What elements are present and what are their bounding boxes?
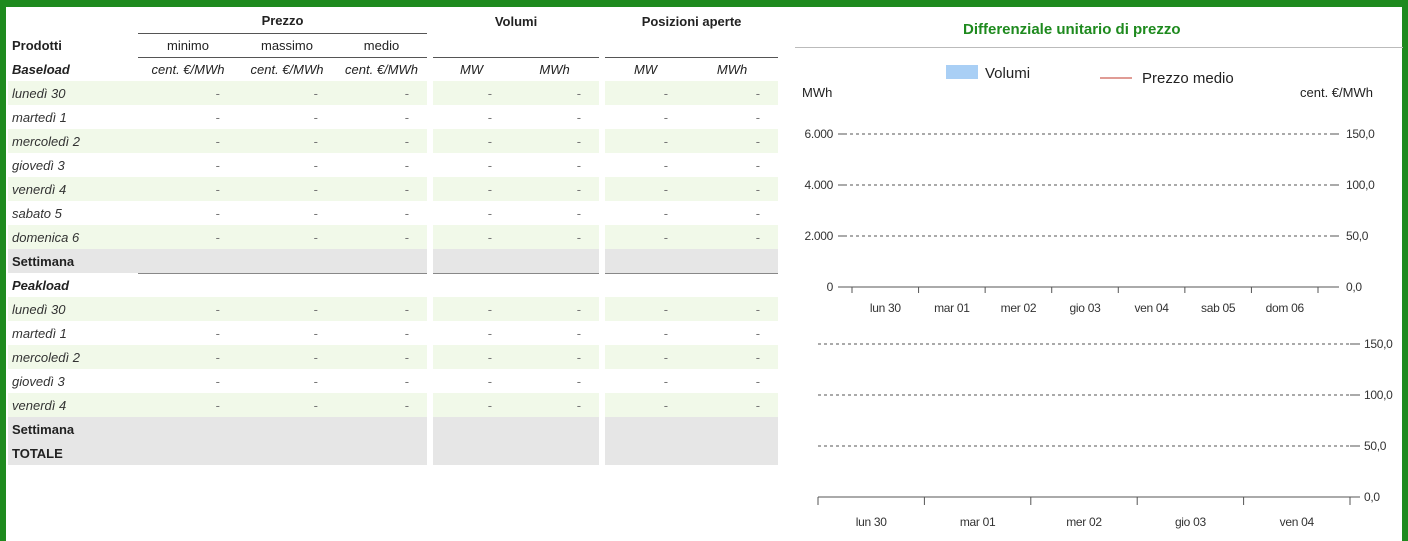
value-cell: - (430, 129, 510, 153)
right-tick-label: 50,0 (1346, 229, 1369, 243)
left-tick-label: 4.000 (804, 178, 833, 192)
value-cell: - (138, 225, 238, 249)
unit-max: cent. €/MWh (238, 57, 336, 81)
day-label: giovedì 3 (12, 373, 65, 389)
peakload-week-row-label: Settimana (8, 417, 138, 441)
value-cell: - (510, 225, 602, 249)
left-tick-label: 6.000 (804, 127, 833, 141)
value-cell: - (430, 81, 510, 105)
value-cell: - (238, 297, 336, 321)
chart-peakload (818, 337, 1393, 529)
value-cell: - (215, 325, 220, 341)
value-cell: - (510, 297, 602, 321)
value-cell: - (336, 297, 430, 321)
unit-pos-mwh: MWh (686, 57, 778, 81)
day-label: martedì 1 (12, 109, 67, 125)
right-tick-label: 50,0 (1364, 439, 1387, 453)
unit-vol-mwh: MWh (510, 57, 602, 81)
unit-avg: cent. €/MWh (336, 57, 430, 81)
value-cell: - (755, 109, 761, 125)
chart-title: Differenziale unitario di prezzo (963, 21, 1181, 38)
x-tick-label: gio 03 (1069, 301, 1101, 315)
value-cell: - (430, 105, 510, 129)
value-cell: - (238, 129, 336, 153)
day-label: domenica 6 (8, 225, 138, 249)
value-cell: - (686, 297, 778, 321)
left-tick-label: 2.000 (804, 229, 833, 243)
legend-volumes-label: Volumi (985, 65, 1031, 82)
value-cell: - (430, 393, 510, 417)
value-cell: - (510, 129, 602, 153)
positions-header: Posizioni aperte (602, 9, 778, 33)
value-cell: - (602, 177, 686, 201)
value-cell: - (602, 321, 686, 345)
value-cell: - (238, 345, 336, 369)
value-cell: - (755, 373, 761, 389)
right-tick-label: 150,0 (1364, 337, 1393, 351)
value-cell: - (215, 157, 220, 173)
value-cell: - (430, 297, 510, 321)
value-cell: - (430, 225, 510, 249)
value-cell: - (138, 393, 238, 417)
day-label: sabato 5 (12, 205, 62, 221)
day-label: mercoledì 2 (8, 129, 138, 153)
value-cell: - (510, 81, 602, 105)
value-cell: - (336, 225, 430, 249)
value-cell: - (430, 177, 510, 201)
value-cell: - (686, 393, 778, 417)
products-header: Prodotti (12, 37, 62, 53)
x-tick-label: lun 30 (855, 515, 887, 529)
value-cell: - (602, 393, 686, 417)
day-label: lunedì 30 (8, 81, 138, 105)
x-tick-label: ven 04 (1279, 515, 1314, 529)
value-cell: - (313, 325, 318, 341)
x-tick-label: dom 06 (1265, 301, 1304, 315)
x-tick-label: mer 02 (1066, 515, 1102, 529)
volumes-header: Volumi (430, 9, 602, 33)
x-tick-label: mar 01 (934, 301, 970, 315)
value-cell: - (238, 81, 336, 105)
value-cell: - (602, 297, 686, 321)
value-cell: - (215, 109, 220, 125)
value-cell: - (138, 129, 238, 153)
x-tick-label: mar 01 (959, 515, 996, 529)
x-tick-label: ven 04 (1134, 301, 1169, 315)
value-cell: - (336, 81, 430, 105)
value-cell: - (510, 393, 602, 417)
x-tick-label: lun 30 (869, 301, 901, 315)
value-cell: - (313, 373, 318, 389)
value-cell: - (404, 373, 410, 389)
value-cell: - (138, 177, 238, 201)
value-cell: - (138, 81, 238, 105)
value-cell: - (510, 345, 602, 369)
day-label: mercoledì 2 (8, 345, 138, 369)
value-cell: - (404, 109, 410, 125)
value-cell: - (686, 81, 778, 105)
value-cell: - (602, 201, 686, 225)
value-cell: - (336, 177, 430, 201)
baseload-week-row-label: Settimana (8, 249, 138, 273)
value-cell: - (404, 205, 410, 221)
avg-header: medio (336, 33, 430, 57)
value-cell: - (215, 373, 220, 389)
value-cell: - (313, 157, 318, 173)
day-label: venerdì 4 (8, 177, 138, 201)
value-cell: - (215, 205, 220, 221)
min-header: minimo (138, 33, 238, 57)
value-cell: - (602, 369, 686, 393)
unit-min: cent. €/MWh (138, 57, 238, 81)
value-cell: - (336, 393, 430, 417)
value-cell: - (755, 325, 761, 341)
peakload-label: Peakload (12, 277, 70, 293)
baseload-label: Baseload (12, 61, 70, 77)
value-cell: - (602, 345, 686, 369)
right-tick-label: 0,0 (1346, 280, 1362, 294)
value-cell: - (576, 205, 582, 221)
unit-pos-mw: MW (602, 57, 686, 81)
value-cell: - (313, 205, 318, 221)
value-cell: - (686, 129, 778, 153)
x-tick-label: mer 02 (1000, 301, 1037, 315)
value-cell: - (430, 369, 510, 393)
day-label: venerdì 4 (8, 393, 138, 417)
right-tick-label: 150,0 (1346, 127, 1375, 141)
day-label: giovedì 3 (12, 157, 65, 173)
value-cell: - (755, 157, 761, 173)
value-cell: - (602, 81, 686, 105)
x-tick-label: sab 05 (1201, 301, 1236, 315)
value-cell: - (576, 325, 582, 341)
value-cell: - (686, 225, 778, 249)
value-cell: - (576, 157, 582, 173)
value-cell: - (138, 345, 238, 369)
right-tick-label: 0,0 (1364, 490, 1380, 504)
chart-volumes-price (802, 65, 1375, 315)
value-cell: - (138, 297, 238, 321)
value-cell: - (404, 325, 410, 341)
value-cell: - (430, 153, 510, 177)
value-cell: - (430, 321, 510, 345)
day-label: martedì 1 (12, 325, 67, 341)
right-axis-label: cent. €/MWh (1300, 85, 1373, 100)
value-cell: - (238, 177, 336, 201)
value-cell: - (602, 153, 686, 177)
value-cell: - (238, 225, 336, 249)
left-axis-label: MWh (802, 85, 833, 100)
value-cell: - (602, 225, 686, 249)
value-cell: - (336, 129, 430, 153)
unit-vol-mw: MW (430, 57, 510, 81)
right-tick-label: 100,0 (1364, 388, 1393, 402)
max-header: massimo (238, 33, 336, 57)
value-cell: - (686, 177, 778, 201)
price-header: Prezzo (261, 13, 304, 29)
value-cell: - (430, 345, 510, 369)
value-cell: - (238, 393, 336, 417)
right-tick-label: 100,0 (1346, 178, 1375, 192)
legend-volumes-swatch (946, 65, 978, 79)
value-cell: - (602, 105, 686, 129)
value-cell: - (313, 109, 318, 125)
value-cell: - (510, 177, 602, 201)
value-cell: - (602, 129, 686, 153)
left-tick-label: 0 (826, 280, 833, 294)
total-row-label: TOTALE (8, 441, 138, 465)
value-cell: - (404, 157, 410, 173)
legend-price-label: Prezzo medio (1142, 70, 1234, 87)
value-cell: - (430, 201, 510, 225)
value-cell: - (686, 345, 778, 369)
value-cell: - (576, 109, 582, 125)
x-tick-label: gio 03 (1174, 515, 1206, 529)
day-label: lunedì 30 (8, 297, 138, 321)
value-cell: - (755, 205, 761, 221)
value-cell: - (576, 373, 582, 389)
value-cell: - (336, 345, 430, 369)
